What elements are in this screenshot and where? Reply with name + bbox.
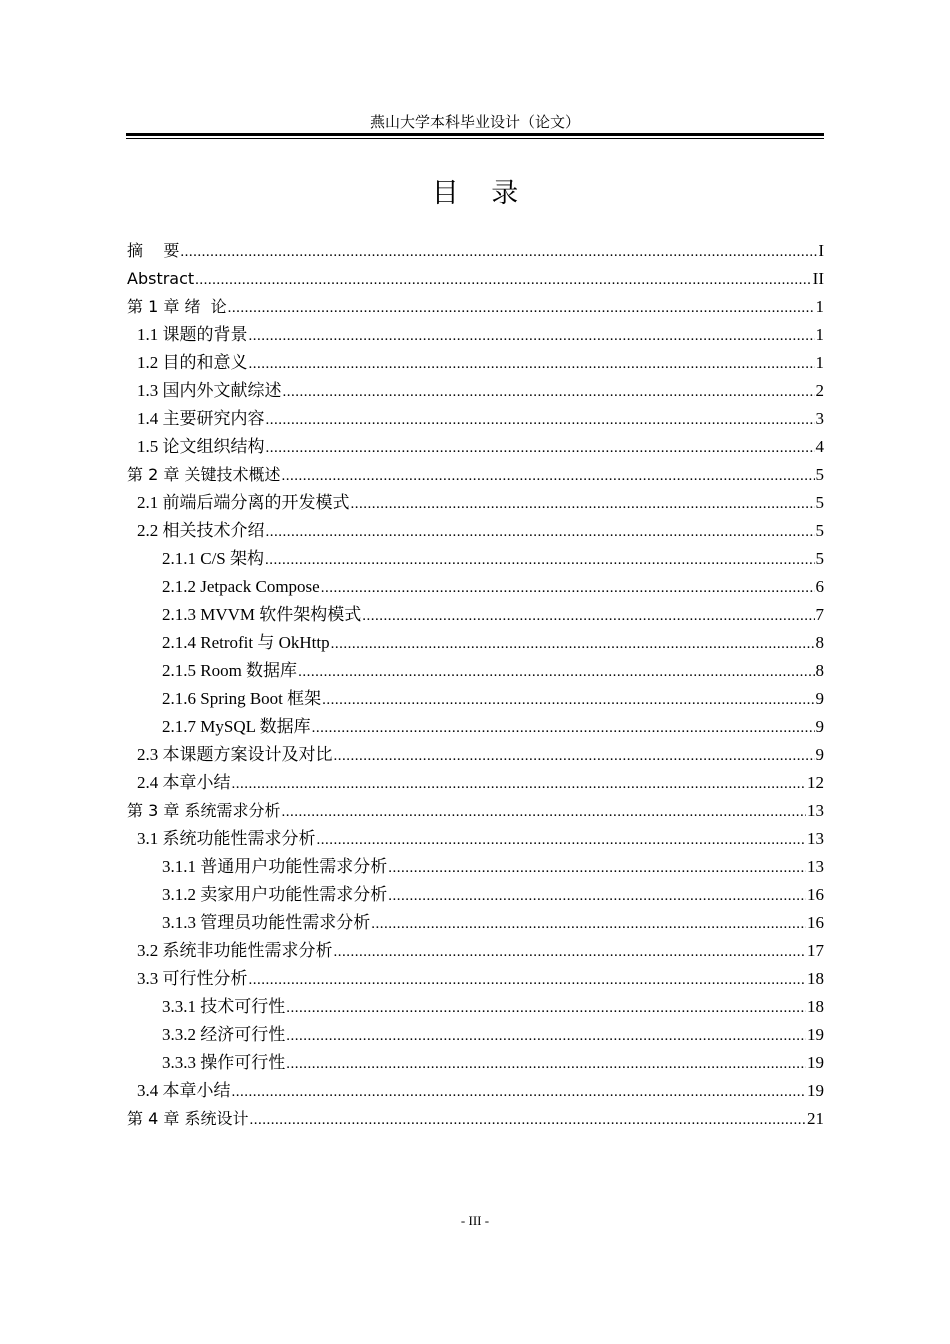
toc-leader-dots [232, 1078, 807, 1106]
toc-entry-title: 3.1.2 卖家用户功能性需求分析 [162, 885, 388, 904]
toc-entry-title: 第 1 章 绪 论 [127, 297, 227, 316]
toc-leader-dots [312, 714, 815, 742]
toc-entry[interactable] [127, 1021, 824, 1049]
toc-entry-title: 1.3 国内外文献综述 [137, 381, 282, 400]
toc-entry-page: I [818, 241, 824, 260]
toc-entry[interactable] [127, 545, 824, 573]
toc-entry-title: 2.1.5 Room 数据库 [162, 661, 298, 680]
page-number: - III - [460, 1213, 490, 1228]
toc-entry[interactable] [127, 741, 824, 769]
toc-leader-dots [317, 826, 807, 854]
toc-entry-page: 3 [815, 409, 824, 428]
toc-leader-dots [331, 630, 815, 658]
toc-title: 目 录 [431, 178, 531, 209]
toc-entry-page: 13 [807, 829, 824, 848]
toc-entry-page: 13 [807, 857, 824, 876]
toc-entry[interactable] [127, 965, 824, 993]
toc-entry-page: 19 [807, 1025, 824, 1044]
toc-leader-dots [266, 434, 815, 462]
toc-entry[interactable] [127, 405, 824, 433]
toc-entry-title: 3.3.1 技术可行性 [162, 997, 286, 1016]
toc-entry[interactable] [127, 685, 824, 713]
toc-entry-title: 1.4 主要研究内容 [137, 409, 265, 428]
toc-leader-dots [281, 798, 806, 826]
toc-leader-dots [281, 462, 814, 490]
toc-entry-page: 19 [807, 1053, 824, 1072]
toc-entry-page: 5 [815, 521, 824, 540]
toc-entry[interactable] [127, 573, 824, 601]
toc-entry-page: 5 [815, 493, 824, 512]
header-rule-thin [126, 138, 824, 139]
toc-leader-dots [321, 574, 815, 602]
toc-entry[interactable] [127, 937, 824, 965]
toc-entry[interactable] [127, 237, 824, 265]
toc-entry[interactable] [127, 377, 824, 405]
toc-entry[interactable] [127, 517, 824, 545]
toc-leader-dots [266, 518, 815, 546]
toc-entry[interactable] [127, 433, 824, 461]
toc-entry[interactable] [127, 265, 824, 293]
toc-entry-title: 第 3 章 系统需求分析 [127, 801, 281, 820]
toc-entry[interactable] [127, 321, 824, 349]
toc-leader-dots [228, 294, 815, 322]
toc-entry-page: 21 [807, 1109, 824, 1128]
toc-entry[interactable] [127, 1049, 824, 1077]
header-rule-thick [126, 133, 824, 136]
toc-entry-page: 19 [807, 1081, 824, 1100]
toc-list [127, 237, 824, 1133]
toc-entry[interactable] [127, 293, 824, 321]
toc-entry-page: 17 [807, 941, 824, 960]
toc-leader-dots [265, 546, 814, 574]
toc-leader-dots [286, 1022, 806, 1050]
toc-entry-title: 2.1.6 Spring Boot 框架 [162, 689, 322, 708]
toc-entry-title: 第 2 章 关键技术概述 [127, 465, 281, 484]
toc-entry-page: 1 [815, 325, 824, 344]
toc-leader-dots [298, 658, 814, 686]
toc-entry-title: 2.1.4 Retrofit 与 OkHttp [162, 633, 330, 652]
toc-entry-page: II [812, 269, 824, 288]
toc-entry-page: 4 [815, 437, 824, 456]
toc-entry-title: 2.2 相关技术介绍 [137, 521, 265, 540]
toc-entry-title: 3.3.3 操作可行性 [162, 1053, 286, 1072]
toc-entry-page: 5 [815, 465, 824, 484]
toc-leader-dots [232, 770, 807, 798]
toc-entry-title: 2.1.7 MySQL 数据库 [162, 717, 311, 736]
toc-entry[interactable] [127, 769, 824, 797]
toc-entry-page: 5 [815, 549, 824, 568]
toc-entry-title: 3.3.2 经济可行性 [162, 1025, 286, 1044]
toc-leader-dots [286, 1050, 806, 1078]
toc-leader-dots [322, 686, 814, 714]
toc-entry-page: 1 [815, 353, 824, 372]
toc-leader-dots [249, 350, 815, 378]
toc-entry-title: 3.1.3 管理员功能性需求分析 [162, 913, 371, 932]
toc-entry[interactable] [127, 881, 824, 909]
toc-entry-title: 2.1.3 MVVM 软件架构模式 [162, 605, 362, 624]
toc-entry-title: 摘 要 [127, 241, 180, 260]
toc-leader-dots [362, 602, 814, 630]
toc-entry[interactable] [127, 909, 824, 937]
toc-entry-title: 3.3 可行性分析 [137, 969, 248, 988]
toc-entry[interactable] [127, 993, 824, 1021]
toc-leader-dots [286, 994, 806, 1022]
toc-leader-dots [266, 406, 815, 434]
toc-entry-page: 1 [815, 297, 824, 316]
toc-entry-page: 7 [815, 605, 824, 624]
toc-entry-title: 2.1 前端后端分离的开发模式 [137, 493, 350, 512]
toc-entry-title: 2.1.2 Jetpack Compose [162, 577, 320, 596]
toc-entry[interactable] [127, 489, 824, 517]
toc-entry-page: 12 [807, 773, 824, 792]
toc-entry-page: 6 [815, 577, 824, 596]
toc-entry[interactable] [127, 657, 824, 685]
toc-entry-title: 1.2 目的和意义 [137, 353, 248, 372]
toc-leader-dots [388, 854, 806, 882]
toc-entry-title: 3.4 本章小结 [137, 1081, 231, 1100]
toc-entry-page: 9 [815, 689, 824, 708]
toc-entry-title: 2.4 本章小结 [137, 773, 231, 792]
toc-entry-page: 8 [815, 661, 824, 680]
toc-entry-title: 3.1.1 普通用户功能性需求分析 [162, 857, 388, 876]
toc-entry-title: 1.5 论文组织结构 [137, 437, 265, 456]
toc-entry-page: 18 [807, 969, 824, 988]
page-header: 燕山大学本科毕业设计（论文） [369, 115, 580, 131]
toc-entry[interactable] [127, 461, 824, 489]
toc-entry-page: 2 [815, 381, 824, 400]
toc-entry[interactable] [127, 629, 824, 657]
toc-leader-dots [351, 490, 815, 518]
toc-entry-title: 第 4 章 系统设计 [127, 1109, 249, 1128]
toc-entry[interactable] [127, 797, 824, 825]
toc-entry-title: 3.1 系统功能性需求分析 [137, 829, 316, 848]
toc-leader-dots [195, 266, 812, 294]
toc-leader-dots [180, 238, 817, 266]
toc-entry[interactable] [127, 601, 824, 629]
toc-leader-dots [249, 322, 815, 350]
toc-entry-page: 9 [815, 717, 824, 736]
toc-entry[interactable] [127, 825, 824, 853]
toc-entry[interactable] [127, 713, 824, 741]
toc-leader-dots [388, 882, 806, 910]
toc-entry[interactable] [127, 853, 824, 881]
toc-leader-dots [334, 742, 815, 770]
toc-entry-title: 2.1.1 C/S 架构 [162, 549, 265, 568]
toc-leader-dots [371, 910, 806, 938]
toc-entry[interactable] [127, 1077, 824, 1105]
toc-entry[interactable] [127, 349, 824, 377]
toc-entry-page: 13 [807, 801, 824, 820]
toc-leader-dots [334, 938, 807, 966]
toc-leader-dots [249, 1106, 806, 1134]
toc-entry[interactable] [127, 1105, 824, 1133]
toc-entry-title: 3.2 系统非功能性需求分析 [137, 941, 333, 960]
toc-entry-title: 1.1 课题的背景 [137, 325, 248, 344]
toc-entry-page: 8 [815, 633, 824, 652]
toc-leader-dots [283, 378, 815, 406]
toc-entry-page: 16 [807, 913, 824, 932]
toc-entry-page: 9 [815, 745, 824, 764]
toc-entry-page: 16 [807, 885, 824, 904]
toc-leader-dots [249, 966, 807, 994]
toc-entry-page: 18 [807, 997, 824, 1016]
toc-entry-title: Abstract [127, 269, 195, 288]
toc-entry-title: 2.3 本课题方案设计及对比 [137, 745, 333, 764]
